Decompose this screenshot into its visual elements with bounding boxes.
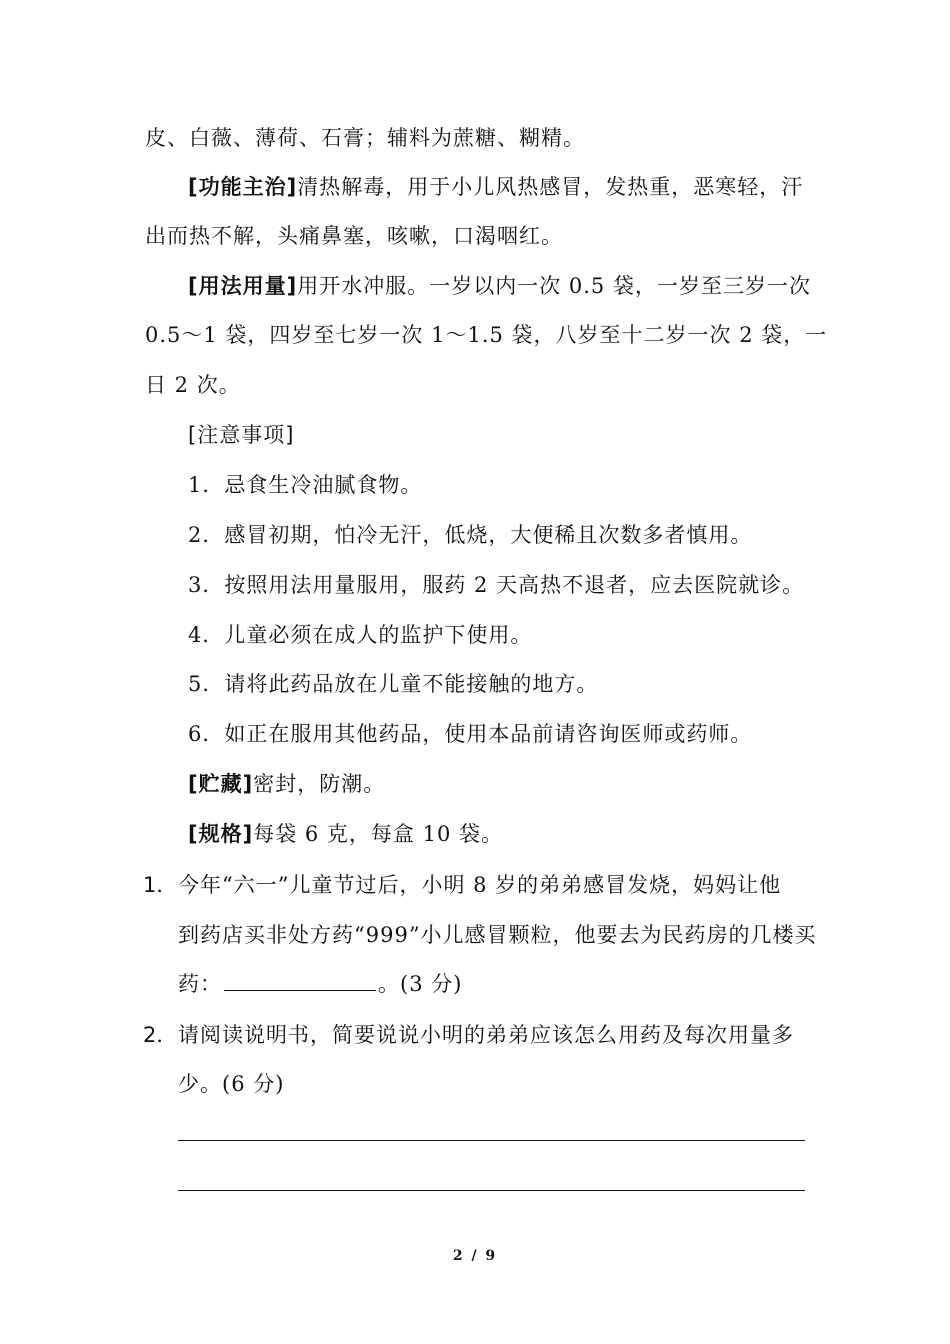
precaution-item-2: 2．感冒初期，怕冷无汗，低烧，大便稀且次数多者慎用。 xyxy=(188,523,753,547)
precaution-item-4: 4．儿童必须在成人的监护下使用。 xyxy=(188,623,533,647)
precautions-label: [注意事项] xyxy=(188,423,295,447)
function-text-2: 出而热不解，头痛鼻塞，咳嗽，口渴咽红。 xyxy=(145,224,563,248)
precaution-item-1: 1．忌食生冷油腻食物。 xyxy=(188,473,423,497)
spec-label: [规格] xyxy=(188,822,254,846)
usage-label: [用法用量] xyxy=(188,274,298,298)
answer-line-1[interactable] xyxy=(178,1140,805,1141)
question-1-suffix: 。(3 分) xyxy=(378,972,463,996)
question-2-line2: 少。(6 分) xyxy=(178,1072,285,1096)
usage-text-1: 用开水冲服。一岁以内一次 0.5 袋，一岁至三岁一次 xyxy=(297,274,811,298)
answer-line-2[interactable] xyxy=(178,1190,805,1191)
function-text-1: 清热解毒，用于小儿风热感冒，发热重，恶寒轻，汗 xyxy=(297,175,804,199)
question-1-number: 1． xyxy=(143,873,178,897)
usage-section-line1 xyxy=(188,272,811,300)
question-1-line2: 到药店买非处方药“999”小儿感冒颗粒，他要去为民药房的几楼买 xyxy=(178,923,817,947)
storage-line xyxy=(188,770,385,798)
answer-blank[interactable] xyxy=(224,970,376,991)
storage-label: [贮藏] xyxy=(188,772,254,796)
function-section-line1 xyxy=(188,173,803,201)
question-2-line1: 请阅读说明书，简要说说小明的弟弟应该怎么用药及每次用量多 xyxy=(178,1023,794,1047)
page-number: 2 / 9 xyxy=(452,1248,498,1264)
usage-text-2: 0.5～1 袋，四岁至七岁一次 1～1.5 袋，八岁至十二岁一次 2 袋，一 xyxy=(145,323,828,347)
ingredients-line: 皮、白薇、薄荷、石膏；辅料为蔗糖、糊精。 xyxy=(145,126,585,150)
function-label: [功能主治] xyxy=(188,175,298,199)
question-1-line3 xyxy=(178,970,462,998)
spec-line xyxy=(188,820,503,848)
question-1-prefix: 药： xyxy=(178,972,222,996)
spec-text: 每袋 6 克，每盒 10 袋。 xyxy=(253,822,503,846)
precaution-item-3: 3．按照用法用量服用，服药 2 天高热不退者，应去医院就诊。 xyxy=(188,573,805,597)
question-2-number: 2． xyxy=(143,1023,178,1047)
usage-text-3: 日 2 次。 xyxy=(145,373,241,397)
precaution-item-6: 6．如正在服用其他药品，使用本品前请咨询医师或药师。 xyxy=(188,722,753,746)
question-1-line1: 今年“六一”儿童节过后，小明 8 岁的弟弟感冒发烧，妈妈让他 xyxy=(178,873,782,897)
storage-text: 密封，防潮。 xyxy=(253,772,386,796)
precaution-item-5: 5．请将此药品放在儿童不能接触的地方。 xyxy=(188,672,599,696)
